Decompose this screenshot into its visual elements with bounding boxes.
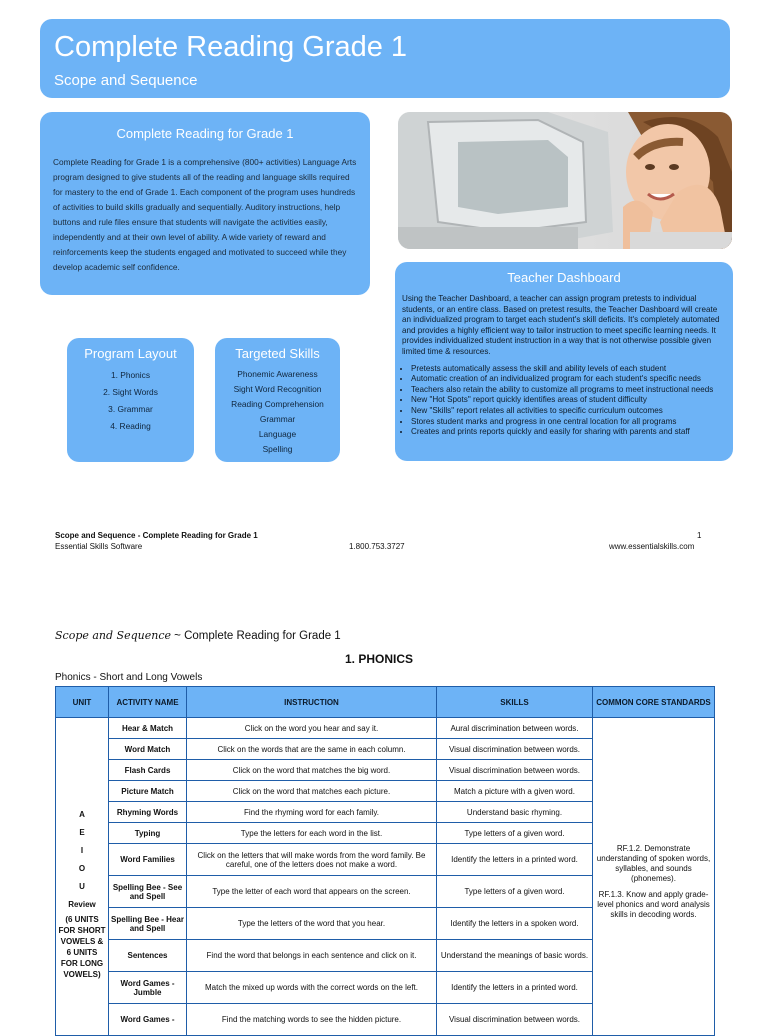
table-header-row <box>56 687 715 718</box>
skill-cell: Visual discrimination between words. <box>437 1004 593 1036</box>
list-item: • Creates and prints reports quickly and easily for sharing with parents and staff <box>411 427 727 438</box>
activity-name: Word Games - <box>109 1004 187 1036</box>
intro-card <box>40 112 370 295</box>
column-header-instruction: INSTRUCTION <box>187 687 437 718</box>
skill-cell: Visual discrimination between words. <box>437 760 593 781</box>
skill-cell: Understand basic rhyming. <box>437 802 593 823</box>
list-item: Grammar <box>259 414 296 424</box>
targeted-skills-card <box>215 338 340 462</box>
unit-letter: I <box>80 846 84 855</box>
instruction-cell: Find the word that belongs in each sentence and click on it. <box>187 940 437 972</box>
list-item: • New "Skills" report relates all activities to specific curriculum outcomes <box>411 406 727 417</box>
list-item: 1. Phonics <box>110 370 151 380</box>
unit-cell <box>56 718 109 1036</box>
footer-phone: 1.800.753.3727 <box>349 542 405 551</box>
column-header-activity: ACTIVITY NAME <box>109 687 187 718</box>
unit-review: Review <box>68 900 96 909</box>
list-item: • Automatic creation of an individualized program for each student's specific needs <box>411 374 727 385</box>
unit-letter: O <box>78 864 86 873</box>
instruction-cell: Find the matching words to see the hidden picture. <box>187 1004 437 1036</box>
activity-name: Spelling Bee - See and Spell <box>109 876 187 908</box>
standards-cell <box>593 718 715 1036</box>
dashboard-bullets <box>401 364 727 438</box>
scope-cursive: Scope and Sequence <box>55 629 171 642</box>
footer-company: Essential Skills Software <box>55 542 143 551</box>
intro-heading: Complete Reading for Grade 1 <box>116 126 294 141</box>
list-item: 3. Grammar <box>108 404 153 414</box>
instruction-cell: Click on the words that are the same in each column. <box>187 739 437 760</box>
activity-name: Word Match <box>109 739 187 760</box>
activity-name: Rhyming Words <box>109 802 187 823</box>
skill-cell: Visual discrimination between words. <box>437 739 593 760</box>
skill-cell: Identify the letters in a spoken word. <box>437 908 593 940</box>
list-item: • New "Hot Spots" report quickly identifies areas of student difficulty <box>411 395 727 406</box>
skill-cell: Aural discrimination between words. <box>437 718 593 739</box>
activity-name: Flash Cards <box>109 760 187 781</box>
unit-note: (6 UNITS FOR SHORT VOWELS & 6 UNITS FOR LONG VOWELS) <box>58 915 106 979</box>
title-banner <box>40 19 730 98</box>
footer-website: www.essentialskills.com <box>609 542 695 551</box>
column-header-standards: COMMON CORE STANDARDS <box>593 687 715 718</box>
activity-name: Sentences <box>109 940 187 972</box>
activity-name: Spelling Bee - Hear and Spell <box>109 908 187 940</box>
list-item: 4. Reading <box>110 421 151 431</box>
skill-cell: Match a picture with a given word. <box>437 781 593 802</box>
section-heading: 1. PHONICS <box>345 652 414 666</box>
table-row <box>56 718 715 739</box>
activity-name: Hear & Match <box>109 718 187 739</box>
list-item: Reading Comprehension <box>231 399 324 409</box>
skill-cell: Identify the letters in a printed word. <box>437 844 593 876</box>
list-item: Phonemic Awareness <box>237 369 318 379</box>
phonics-table <box>55 686 715 1036</box>
dashboard-heading: Teacher Dashboard <box>507 270 621 285</box>
scope-title <box>55 629 341 642</box>
subsection-heading: Phonics - Short and Long Vowels <box>55 672 203 683</box>
student-photo <box>398 112 732 249</box>
instruction-cell: Click on the word that matches the big word. <box>187 760 437 781</box>
list-item: 2. Sight Words <box>103 387 158 397</box>
skill-cell: Type letters of a given word. <box>437 823 593 844</box>
skill-cell: Identify the letters in a printed word. <box>437 972 593 1004</box>
activity-name: Word Families <box>109 844 187 876</box>
program-layout-heading: Program Layout <box>84 346 177 361</box>
column-header-unit: UNIT <box>56 687 109 718</box>
unit-letter: A <box>79 810 85 819</box>
column-header-skills: SKILLS <box>437 687 593 718</box>
instruction-cell: Match the mixed up words with the correct words on the left. <box>187 972 437 1004</box>
list-item: • Stores student marks and progress in one central location for all programs <box>411 417 727 428</box>
activity-name: Typing <box>109 823 187 844</box>
dashboard-text: Using the Teacher Dashboard, a teacher can assign program pretests to individual students, or an entire class. Based on pretest results, the Teacher Dashboard will create an individualized program to target each student's skill deficits. It's completely automated and provides a highly efficient way to tailor instruction to meet specific learning needs. It provides individualized student instruction in a way that is not otherwise possible given limited time & resources. <box>402 294 720 356</box>
list-item: Language <box>258 429 297 439</box>
list-item: • Pretests automatically assess the skill and ability levels of each student <box>411 364 727 375</box>
instruction-cell: Type the letters of the word that you hear. <box>187 908 437 940</box>
instruction-cell: Type the letters for each word in the list. <box>187 823 437 844</box>
scope-rest: ~ Complete Reading for Grade 1 <box>170 630 341 642</box>
targeted-skills-heading: Targeted Skills <box>235 346 320 361</box>
standard-text: RF.1.2. Demonstrate understanding of spoken words, syllables, and sounds (phonemes). <box>596 844 711 883</box>
list-item: Sight Word Recognition <box>233 384 322 394</box>
unit-letter: E <box>79 828 85 837</box>
page-title: Complete Reading Grade 1 <box>54 31 408 63</box>
footer-doc-title: Scope and Sequence - Complete Reading for Grade 1 <box>55 531 258 540</box>
instruction-cell: Click on the word you hear and say it. <box>187 718 437 739</box>
intro-text: Complete Reading for Grade 1 is a comprehensive (800+ activities) Language Arts program designed to give students all of the reading and language skills required for mastery to the end of Grade 1. Each component of the program uses hundreds of activities to build skills gradually and sequentially. Auditory instructions, help buttons and rule files ensure that students will navigate the activities easily, independently and at their own level of ability. A wide variety of reward and reinforcements keep the students engaged and motivated to succeed while they develop academic self confidence. <box>53 157 357 272</box>
instruction-cell: Find the rhyming word for each family. <box>187 802 437 823</box>
skill-cell: Type letters of a given word. <box>437 876 593 908</box>
instruction-cell: Click on the letters that will make words from the word family. Be careful, one of the letters does not make a word. <box>187 844 437 876</box>
activity-name: Picture Match <box>109 781 187 802</box>
standard-text: RF.1.3. Know and apply grade-level phonics and word analysis skills in decoding words. <box>597 890 710 919</box>
activity-name: Word Games - Jumble <box>109 972 187 1004</box>
page-number: 1 <box>697 531 702 540</box>
instruction-cell: Click on the word that matches each picture. <box>187 781 437 802</box>
program-layout-card <box>67 338 194 462</box>
page-subtitle: Scope and Sequence <box>54 72 198 89</box>
instruction-cell: Type the letter of each word that appears on the screen. <box>187 876 437 908</box>
unit-letter: U <box>79 882 85 891</box>
skill-cell: Understand the meanings of basic words. <box>437 940 593 972</box>
list-item: Spelling <box>262 444 293 454</box>
teacher-dashboard-card <box>395 262 733 461</box>
list-item: • Teachers also retain the ability to customize all programs to meet instructional needs <box>411 385 727 396</box>
